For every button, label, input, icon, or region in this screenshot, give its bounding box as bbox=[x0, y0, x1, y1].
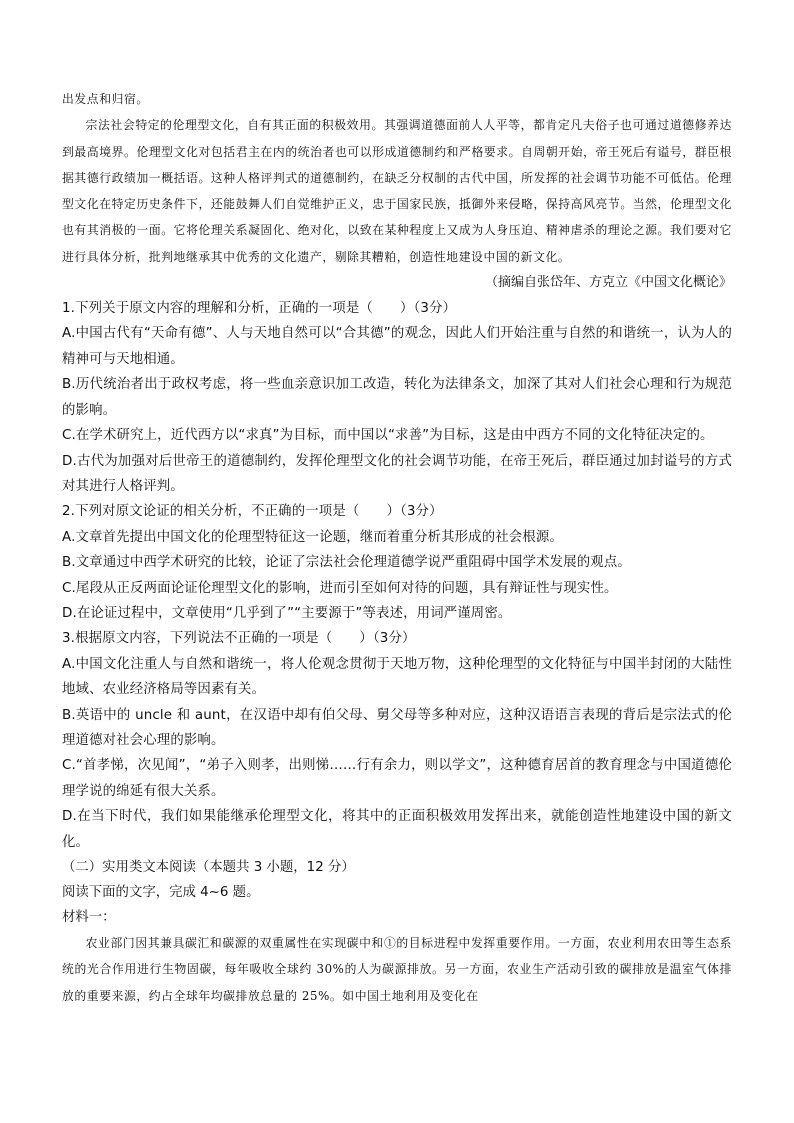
option-b: B.文章通过中西学术研究的比较，论证了宗法社会伦理道德学说严重阻碍中国学术发展的观点。 bbox=[62, 555, 631, 571]
document-page bbox=[62, 86, 732, 1009]
option-a: A.中国古代有“天命有德”、人与天地自然可以“合其德”的观念，因此人们开始注重与自然的和谐统一，认为人的精神可与天地相通。 bbox=[62, 326, 732, 367]
option-d: D.在当下时代，我们如果能继承伦理型文化，将其中的正面积极效用发挥出来，就能创造性地建设中国的新文化。 bbox=[62, 809, 732, 850]
passage-source: （摘编自张岱年、方克立《中国文化概论》 bbox=[484, 275, 732, 291]
passage bbox=[62, 86, 732, 270]
section-instruction: 阅读下面的文字，完成 4~6 题。 bbox=[62, 885, 260, 901]
question-3 bbox=[62, 626, 732, 855]
option-a: A.中国文化注重人与自然和谐统一，将人伦观念贯彻于天地万物，这种伦理型的文化特征与中国半封闭的大陆性地域、农业经济格局等因素有关。 bbox=[62, 656, 732, 698]
passage-paragraph: 宗法社会特定的伦理型文化，自有其正面的积极效用。其强调道德面前人人平等，都肯定凡夫俗子也可通过道德修养达到最高境界。伦理型文化对包括君主在内的统治者也可以形成道德制约和严格要求。自周朝开始，帝王死后有谥号，群臣根据其德行政绩加一概括语。这种人格评判式的道德制约，在缺乏分权制的古代中国，所发挥的社会调节功能不可低估。伦理型文化在特定历史条件下，还能鼓舞人们自觉维护正义，忠于国家民族，抵御外来侵略，保持高风亮节。当然，伦理型文化也有其消极的一面。它将伦理关系凝固化、绝对化，以致在某种程度上又成为人身压迫、精神虐杀的理论之源。我们要对它进行具体分析，批判地继承其中优秀的文化遗产，剔除其糟粕，创造性地建设中国的新文化。 bbox=[62, 118, 732, 264]
passage-continuation: 出发点和归宿。 bbox=[62, 92, 149, 106]
material-label: 材料一： bbox=[62, 910, 116, 926]
option-b: B.历代统治者出于政权考虑，将一些血亲意识加工改造，转化为法律条文，加深了其对人们社会心理和行为规范的影响。 bbox=[62, 377, 732, 418]
option-c: C.在学术研究上，近代西方以“求真”为目标，而中国以“求善”为目标，这是由中西方不同的文化特征决定的。 bbox=[62, 428, 714, 444]
section-heading: （二）实用类文本阅读（本题共 3 小题，12 分） bbox=[62, 860, 355, 876]
option-c: C.“首孝悌，次见闻”，“弟子入则孝，出则悌……行有余力，则以学文”，这种德育居首的教育理念与中国道德伦理学说的绵延有很大关系。 bbox=[62, 758, 732, 799]
question-stem: 3.根据原文内容，下列说法不正确的一项是（ ）（3分） bbox=[62, 631, 416, 647]
option-d: D.在论证过程中，文章使用“几乎到了”“主要源于”等表述，用词严谨周密。 bbox=[62, 605, 512, 621]
question-stem: 1.下列关于原文内容的理解和分析，正确的一项是（ ）（3分） bbox=[62, 301, 457, 317]
question-stem: 2.下列对原文论证的相关分析，不正确的一项是（ ）（3分） bbox=[62, 504, 443, 520]
option-b: B.英语中的 uncle 和 aunt，在汉语中却有伯父母、舅父母等多种对应，这种汉语语言表现的背后是宗法式的伦理道德对社会心理的影响。 bbox=[62, 707, 732, 748]
question-2 bbox=[62, 499, 732, 626]
option-a: A.文章首先提出中国文化的伦理型特征这一论题，继而着重分析其形成的社会根源。 bbox=[62, 529, 563, 545]
option-d: D.古代为加强对后世帝王的道德制约，发挥伦理型文化的社会调节功能，在帝王死后，群臣通过加封谥号的方式对其进行人格评判。 bbox=[62, 453, 732, 494]
question-1 bbox=[62, 296, 732, 499]
material-one bbox=[62, 930, 732, 1009]
option-c: C.尾段从正反两面论证伦理型文化的影响，进而引至如何对待的问题，具有辩证性与现实性。 bbox=[62, 580, 618, 596]
material-paragraph: 农业部门因其兼具碳汇和碳源的双重属性在实现碳中和①的目标进程中发挥重要作用。一方面，农业利用农田等生态系统的光合作用进行生物固碳，每年吸收全球约 30%的人为碳源排放。另一方面，农业生产活动引致的碳排放是温室气体排放的重要来源，约占全球年均碳排放总量的 25%。如中国土地利用及变化在 bbox=[62, 936, 732, 1003]
